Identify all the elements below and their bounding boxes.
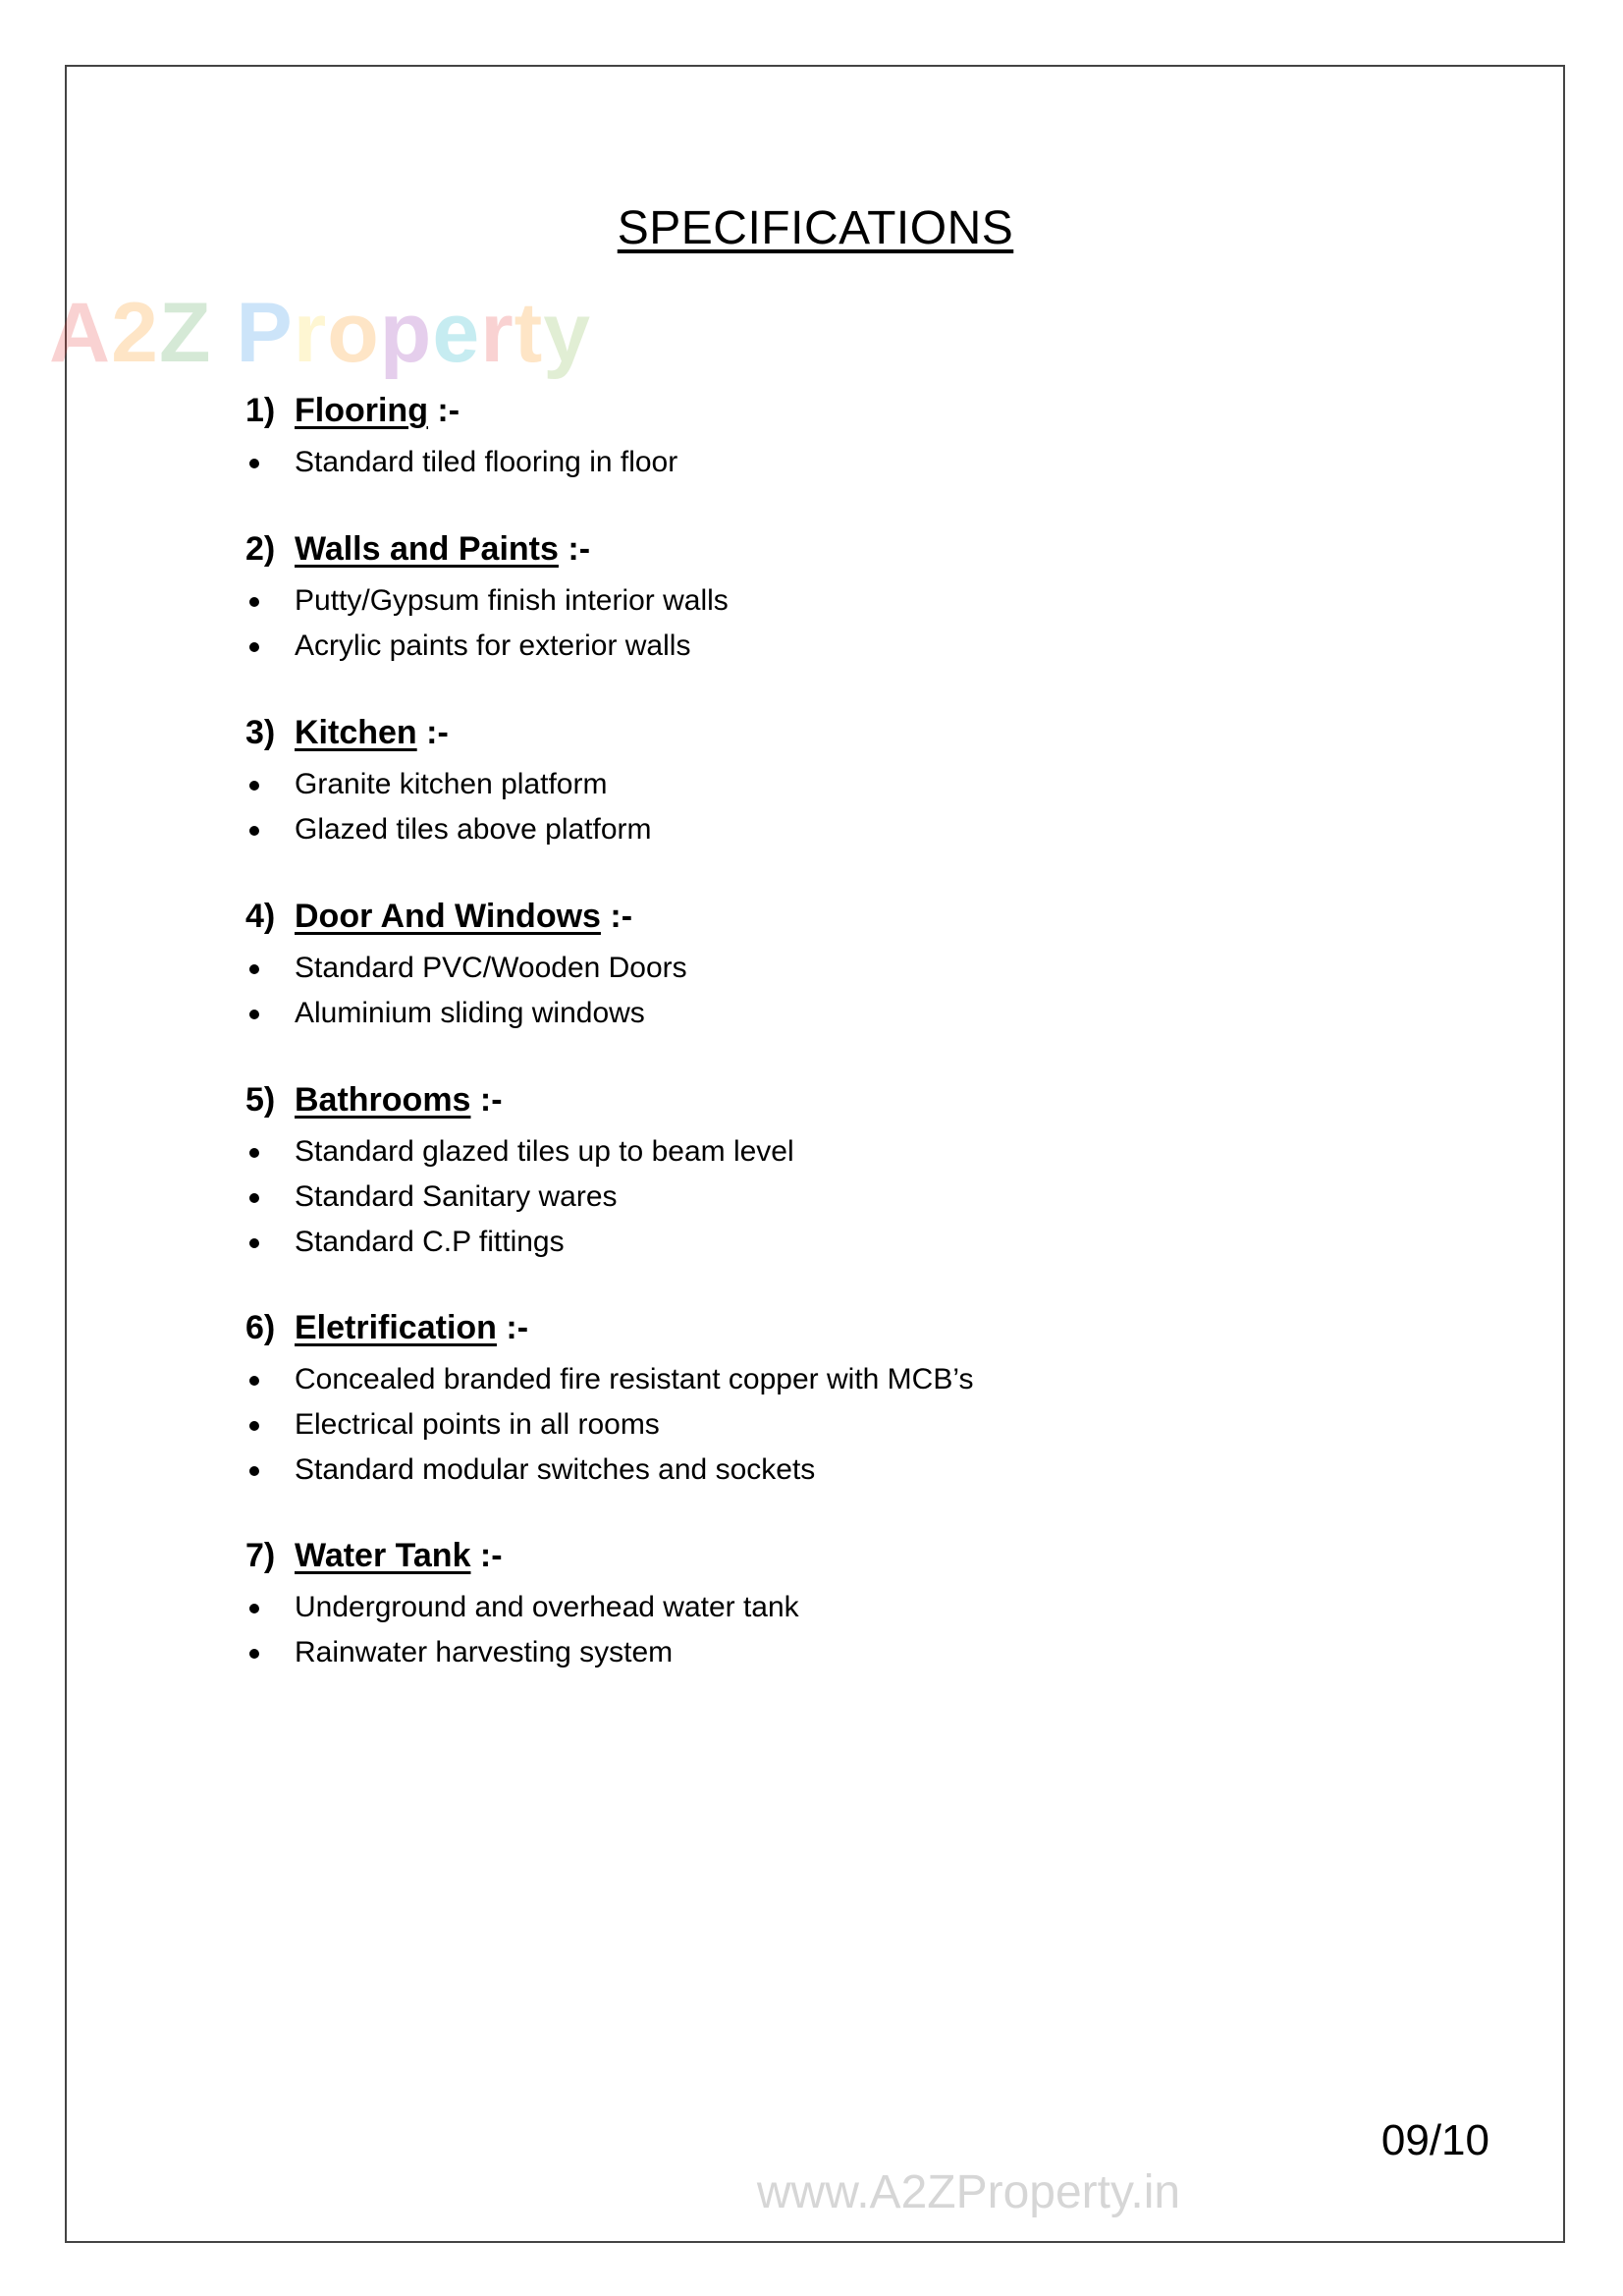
section-heading: 2) Walls and Paints :- — [245, 530, 591, 568]
bullet-icon — [249, 1193, 259, 1203]
section-heading: 1) Flooring :- — [245, 392, 460, 429]
section-eletrification — [245, 1298, 973, 1493]
bullet-icon — [249, 459, 259, 468]
section-door-and-windows — [245, 887, 687, 1036]
list-item: Putty/Gypsum finish interior walls — [245, 578, 729, 624]
list-item: Underground and overhead water tank — [245, 1585, 799, 1630]
section-heading: 4) Door And Windows :- — [245, 898, 633, 935]
list-item: Glazed tiles above platform — [245, 807, 652, 852]
section-heading: 7) Water Tank :- — [245, 1537, 503, 1574]
list-item: Standard glazed tiles up to beam level — [245, 1129, 794, 1175]
bullet-icon — [249, 826, 259, 836]
section-walls-and-paints — [245, 519, 729, 669]
bullet-icon — [249, 1649, 259, 1659]
list-item: Concealed branded fire resistant copper with MCB’s — [245, 1357, 973, 1402]
list-item: Aluminium sliding windows — [245, 991, 687, 1036]
list-item: Rainwater harvesting system — [245, 1630, 799, 1675]
section-heading: 5) Bathrooms :- — [245, 1081, 503, 1119]
section-water-tank — [245, 1526, 799, 1675]
bullet-icon — [249, 1376, 259, 1386]
bullet-icon — [249, 597, 259, 607]
bullet-icon — [249, 964, 259, 974]
page-title: SPECIFICATIONS — [617, 202, 1014, 254]
section-heading: 6) Eletrification :- — [245, 1309, 529, 1346]
bullet-icon — [249, 1466, 259, 1476]
list-item: Standard modular switches and sockets — [245, 1448, 973, 1493]
section-heading: 3) Kitchen :- — [245, 714, 449, 751]
list-item: Standard Sanitary wares — [245, 1175, 794, 1220]
bullet-icon — [249, 1148, 259, 1158]
bullet-icon — [249, 642, 259, 652]
watermark-url: www.A2ZProperty.in — [756, 2166, 1181, 2218]
bullet-icon — [249, 781, 259, 791]
list-item: Granite kitchen platform — [245, 762, 652, 807]
list-item: Standard tiled flooring in floor — [245, 440, 677, 485]
section-flooring — [245, 381, 677, 485]
list-item: Electrical points in all rooms — [245, 1402, 973, 1448]
bullet-icon — [249, 1010, 259, 1019]
watermark-logo: A2Z Property — [49, 286, 592, 380]
bullet-icon — [249, 1238, 259, 1248]
bullet-icon — [249, 1421, 259, 1431]
page-number: 09/10 — [1380, 2116, 1489, 2164]
bullet-icon — [249, 1604, 259, 1613]
list-item: Acrylic paints for exterior walls — [245, 624, 729, 669]
list-item: Standard PVC/Wooden Doors — [245, 946, 687, 991]
section-bathrooms — [245, 1070, 794, 1265]
section-kitchen — [245, 703, 652, 852]
list-item: Standard C.P fittings — [245, 1220, 794, 1265]
